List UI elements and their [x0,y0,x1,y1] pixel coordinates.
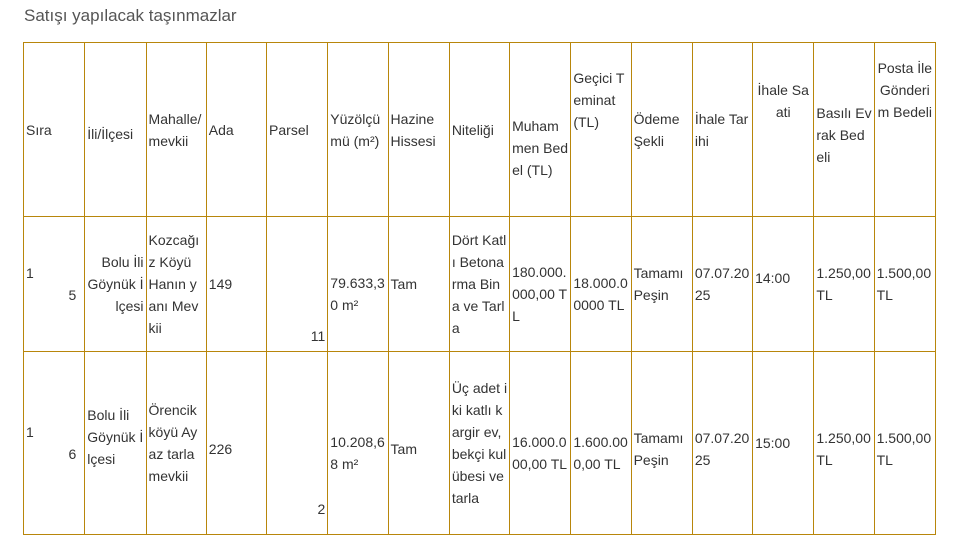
header-mahalle: Mahalle/ mevkii [146,43,206,217]
table-row [24,352,936,535]
header-yuzolcum: Yüzölçü mü (m²) [328,43,388,217]
cell-teminat: 1.600.000,00 TL [571,352,631,535]
cell-saat: 15:00 [753,352,814,535]
cell-sira [24,217,85,352]
cell-tarih: 07.07.2025 [692,217,752,352]
header-sira: Sıra [24,43,85,217]
header-niteligi: Niteliği [449,43,509,217]
cell-hazine: Tam [388,352,449,535]
cell-niteligi: Dört Katlı Betonarma Bina ve Tarla [449,217,509,352]
table-row [24,217,936,352]
header-muhammen: Muham men Bedel (TL) [510,43,571,217]
cell-parsel: 2 [267,352,328,535]
cell-muhammen: 180.000.000,00 TL [510,217,571,352]
sira-part-a: 1 [26,424,34,440]
header-evrak: Basılı Evrak Bedeli [814,43,874,217]
header-parsel: Parsel [267,43,328,217]
cell-sira [24,352,85,535]
cell-niteligi: Üç adet iki katlı kargir ev, bekçi kulübesi ve tarla [449,352,509,535]
header-odeme: Ödeme Şekli [631,43,692,217]
sira-part-b: 6 [68,446,77,462]
sira-part-b: 5 [68,287,77,303]
header-posta: Posta İle Gönderim Bedeli [874,43,935,217]
cell-parsel: 11 [267,217,328,352]
cell-odeme: Tamamı Peşin [631,217,692,352]
table-header-row [24,43,936,217]
cell-teminat: 18.000.00000 TL [571,217,631,352]
cell-muhammen: 16.000.000,00 TL [510,352,571,535]
cell-ada: 149 [206,217,266,352]
header-saat: İhale Saati [753,43,814,217]
sira-part-a: 1 [26,265,34,281]
cell-yuzolcum: 10.208,68 m² [328,352,388,535]
cell-hazine: Tam [388,217,449,352]
header-ada: Ada [206,43,266,217]
page-title: Satışı yapılacak taşınmazlar [24,6,237,25]
cell-odeme: Tamamı Peşin [631,352,692,535]
cell-tarih: 07.07.2025 [692,352,752,535]
header-teminat: Geçici Teminat (TL) [571,43,631,217]
cell-posta: 1.500,00 TL [874,352,935,535]
cell-evrak: 1.250,00TL [814,352,874,535]
cell-mahalle: Örencik köyü Ayaz tarla mevkii [146,352,206,535]
cell-yuzolcum: 79.633,30 m² [328,217,388,352]
cell-posta: 1.500,00 TL [874,217,935,352]
header-il: İli/İlçesi [85,43,146,217]
cell-evrak: 1.250,00TL [814,217,874,352]
property-table [23,42,936,535]
header-hazine: Hazine Hissesi [388,43,449,217]
cell-il: Bolu İli Göynük İlçesi [85,352,146,535]
cell-saat: 14:00 [753,217,814,352]
cell-mahalle: Kozcağız Köyü Hanın yanı Mevkii [146,217,206,352]
cell-il: Bolu İli Göynük İlçesi [85,217,146,352]
header-tarih: İhale Tarihi [692,43,752,217]
cell-ada: 226 [206,352,266,535]
